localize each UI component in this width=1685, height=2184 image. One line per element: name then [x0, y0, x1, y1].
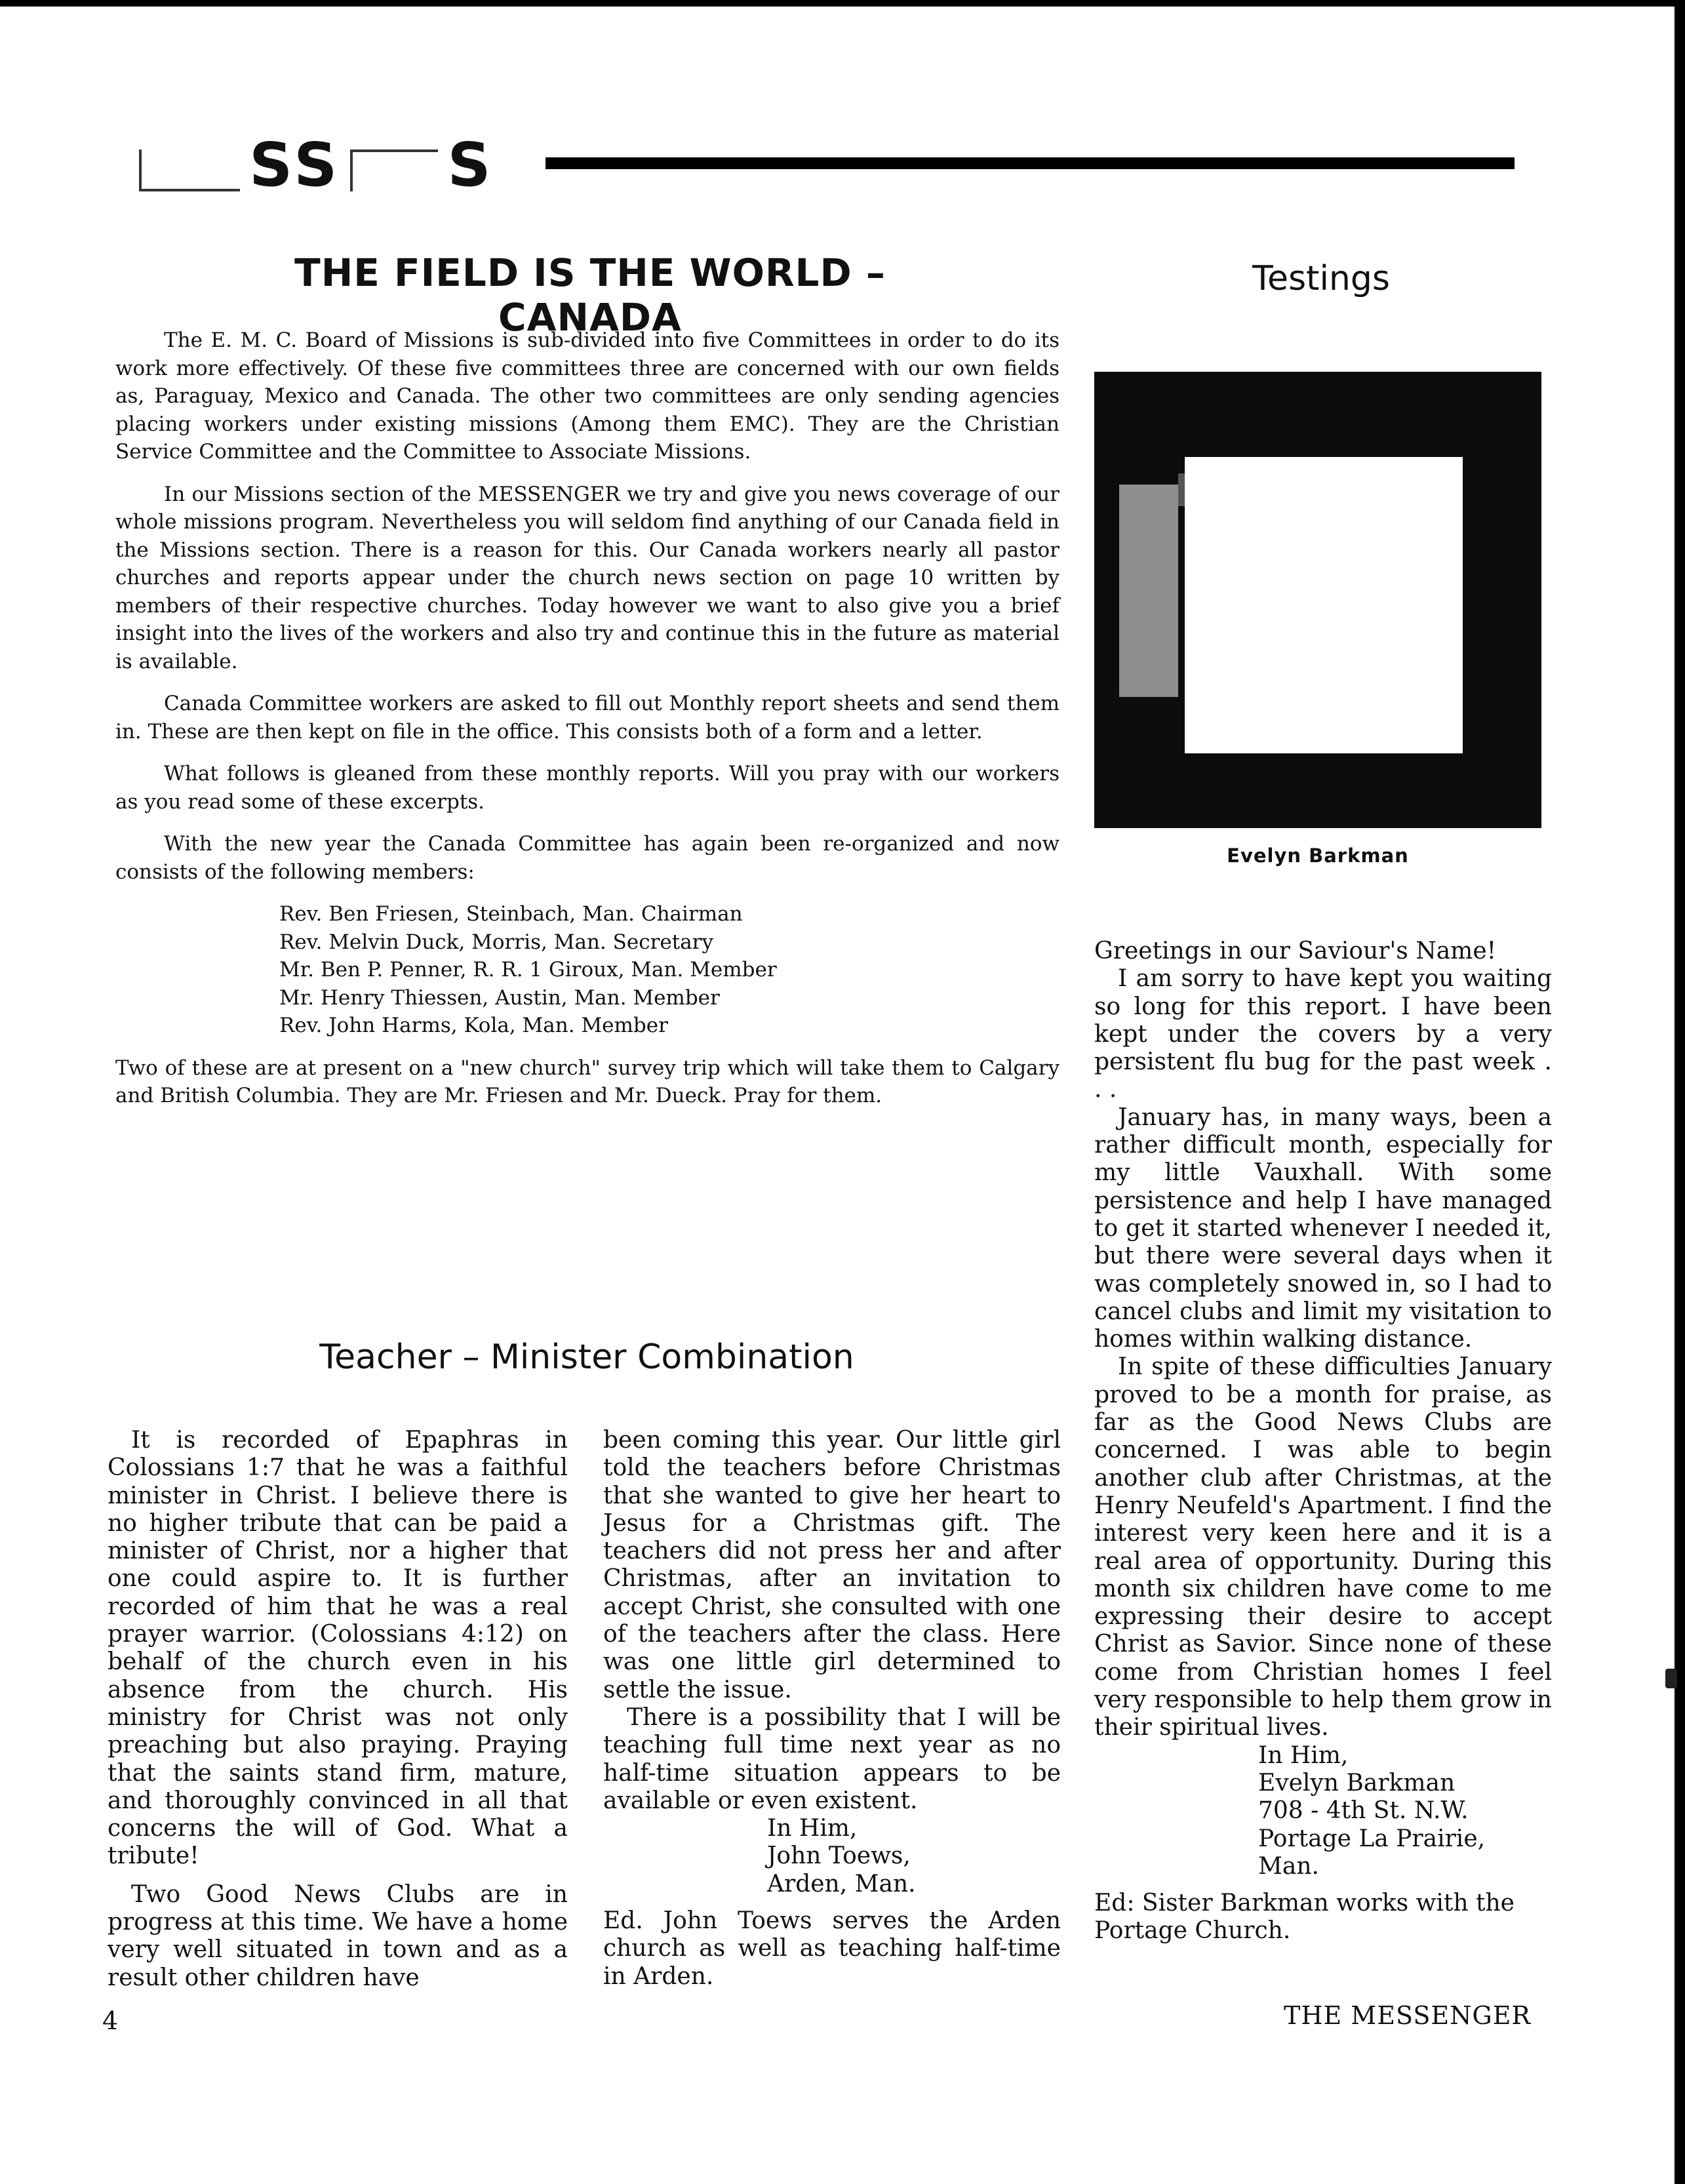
paragraph: Greetings in our Saviour's Name! — [1094, 938, 1497, 964]
portrait-redacted — [1185, 457, 1463, 753]
page-border-right — [1675, 0, 1685, 2184]
sidebar-title: Testings — [1252, 259, 1390, 298]
signature-line: In Him, — [1258, 1741, 1349, 1769]
masthead-torn-gap — [139, 149, 240, 191]
page-number: 4 — [102, 2006, 119, 2035]
committee-member: Mr. Henry Thiessen, Austin, Man. Member — [279, 985, 720, 1010]
editor-note: Ed: Sister Barkman works with the Portage Church. — [1094, 1890, 1515, 1945]
scan-edge-mark — [1665, 1669, 1677, 1688]
article-body — [115, 327, 1060, 1124]
section-masthead — [139, 130, 506, 200]
paragraph: January has, in many ways, been a rather difficult month, especially for my little Vauxhall. With some persistence and help I have managed to get it started whenever I needed it, but there were several days when it was completely snowed in, so I had to cancel clubs and limit my visitation to homes within walking distance. — [1094, 1103, 1552, 1353]
testings-column — [1094, 938, 1552, 1956]
paragraph: I am sorry to have kept you waiting so long for this report. I have been kept under the covers by a very persistent flu bug for the past week . . . — [1094, 965, 1552, 1103]
committee-member: Rev. John Harms, Kola, Man. Member — [279, 1014, 668, 1037]
teacher-column-2 — [603, 1427, 1061, 2001]
paragraph: With the new year the Canada Committee has again been re-organized and now consists of the following members: — [115, 832, 1060, 884]
masthead-letters: S — [447, 130, 495, 200]
signature-line: Evelyn Barkman — [1258, 1769, 1456, 1797]
committee-member-list — [279, 900, 1060, 1040]
article-title: THE FIELD IS THE WORLD – CANADA — [294, 250, 886, 340]
signature-line: John Toews, — [767, 1842, 911, 1870]
paragraph: There is a possibility that I will be teaching full time next year as no half-time situation appears to be available or even existent. — [603, 1703, 1061, 1814]
signature-block — [1094, 1742, 1552, 1880]
editor-note: Ed. John Toews serves the Arden church as well as teaching half-time in Arden. — [603, 1907, 1061, 1990]
paragraph: Canada Committee workers are asked to fill out Monthly report sheets and send them in. These are then kept on file in the office. This consists both of a form and a letter. — [115, 692, 1060, 744]
paragraph: been coming this year. Our little girl told the teachers before Christmas that she wanted to give her heart to Jesus for a Christmas gift. The teachers did not press her and after Christmas, after an invitation to accept Christ, she consulted with one of the teachers after the class. Here was one little girl determined to settle the issue. — [603, 1427, 1061, 1703]
teacher-column-1 — [108, 1427, 568, 2002]
signature-line: Arden, Man. — [767, 1870, 916, 1897]
paragraph: The E. M. C. Board of Missions is sub-divided into five Committees in order to do its work more effectively. Of these five committees three are concerned with our own fields as, Paraguay, Mexico and Canada. The other two committees are only sending agencies placing workers under existing missions (Among them EMC). They are the Christian Service Committee and the Committee to Associate Missions. — [115, 328, 1060, 464]
paragraph: Two of these are at present on a "new church" survey trip which will take them to Calgary and British Columbia. They are Mr. Friesen and Mr. Dueck. Pray for them. — [115, 1056, 1060, 1107]
paragraph: What follows is gleaned from these monthly reports. Will you pray with our workers as you read some of these excerpts. — [115, 762, 1060, 814]
masthead-torn-gap — [350, 149, 438, 191]
masthead-rule — [545, 157, 1515, 169]
photo-background-figure — [1119, 485, 1178, 697]
signature-block — [603, 1815, 1061, 1898]
photo-caption: Evelyn Barkman — [1227, 844, 1409, 867]
paragraph: Two Good News Clubs are in progress at this time. We have a home very well situated in town and as a result other children have — [108, 1880, 568, 1991]
paragraph: In our Missions section of the MESSENGER we try and give you news coverage of our whole missions program. Nevertheless you will seldom find anything of our Canada field in the Missions section. There is a reason for this. Our Canada workers nearly all pastor churches and reports appear under the church news section on page 10 written by members of their respective churches. Today however we want to also give you a brief insight into the lives of the workers and also try and continue this in the future as material is available. — [115, 482, 1060, 673]
committee-member: Rev. Ben Friesen, Steinbach, Man. Chairman — [279, 902, 743, 926]
masthead-letters: SS — [249, 130, 342, 200]
signature-line: 708 - 4th St. N.W. — [1258, 1797, 1469, 1825]
publication-name: THE MESSENGER — [1284, 2001, 1532, 2030]
portrait-photo — [1094, 372, 1541, 828]
paragraph: In spite of these difficulties January proved to be a month for praise, as far as the Good News Clubs are concerned. I was able to begin another club after Christmas, at the Henry Neufeld's Apartment. I find the interest very keen here and it is a real area of opportunity. During this month six children have come to me expressing their desire to accept Christ as Savior. Since none of these come from Christian homes I feel very responsible to help them grow in their spiritual lives. — [1094, 1353, 1552, 1741]
signature-line: In Him, — [767, 1815, 858, 1842]
teacher-article-title: Teacher – Minister Combination — [319, 1338, 854, 1377]
page-border-top — [0, 0, 1685, 7]
paragraph: It is recorded of Epaphras in Colossians 1:7 that he was a faithful minister in Christ. I believe there is no higher tribute that can be paid a minister of Christ, nor a higher that one could aspire to. It is further recorded of him that he was a real prayer warrior. (Colossians 4:12) on behalf of the church even in his absence from the church. His ministry for Christ was not only preaching but also praying. Praying that the saints stand firm, mature, and thoroughly convinced in all that concerns the will of God. What a tribute! — [108, 1427, 568, 1870]
committee-member: Rev. Melvin Duck, Morris, Man. Secretary — [279, 930, 714, 954]
committee-member: Mr. Ben P. Penner, R. R. 1 Giroux, Man. Member — [279, 958, 777, 982]
signature-line: Portage La Prairie, Man. — [1258, 1825, 1486, 1880]
